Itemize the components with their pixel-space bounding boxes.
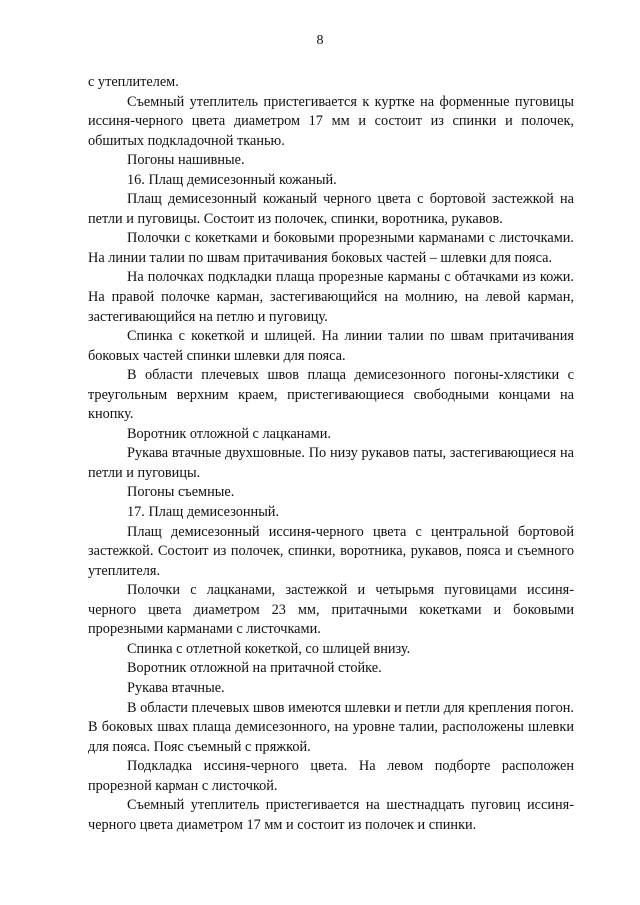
paragraph: Воротник отложной с лацканами. — [127, 425, 331, 442]
paragraph: Воротник отложной на притачной стойке. — [127, 660, 382, 677]
paragraph: В области плечевых швов плаща демисезонного погоны-хлястики с треугольным верхним краем, пристегивающиеся свободными концами на кнопку. — [88, 367, 574, 423]
paragraph: 17. Плащ демисезонный. — [127, 504, 280, 521]
paragraph: Плащ демисезонный иссиня-черного цвета с центральной бортовой застежкой. Состоит из полочек, спинки, воротника, рукавов, пояса и съемного утеплителя. — [88, 523, 574, 579]
paragraph: Погоны съемные. — [127, 484, 235, 501]
paragraph: Полочки с лацканами, застежкой и четырьмя пуговицами иссиня-черного цвета диаметром 23 мм, притачными кокетками и боковыми прорезными карманами с листочками. — [88, 582, 574, 638]
paragraph: В области плечевых швов имеются шлевки и петли для крепления погон. В боковых швах плаща демисезонного, на уровне талии, расположены шлевки для пояса. Пояс съемный с пряжкой. — [88, 699, 574, 755]
paragraph: Полочки с кокетками и боковыми прорезными карманами с листочками. На линии талии по швам притачивания боковых частей – шлевки для пояса. — [88, 230, 574, 266]
paragraph: Рукава втачные. — [127, 679, 225, 696]
paragraph: Спинка с кокеткой и шлицей. На линии талии по швам притачивания боковых частей спинки шлевки для пояса. — [88, 328, 574, 364]
paragraph: Погоны нашивные. — [127, 152, 245, 169]
document-body — [88, 73, 574, 835]
paragraph: Подкладка иссиня-черного цвета. На левом подборте расположен прорезной карман с листочкой. — [88, 758, 574, 794]
paragraph: Съемный утеплитель пристегивается на шестнадцать пуговиц иссиня-черного цвета диаметром 17 мм и состоит из полочек и спинки. — [88, 797, 574, 833]
paragraph: с утеплителем. — [88, 74, 179, 90]
paragraph: Рукава втачные двухшовные. По низу рукавов паты, застегивающиеся на петли и пуговицы. — [88, 445, 574, 481]
paragraph: Плащ демисезонный кожаный черного цвета с бортовой застежкой на петли и пуговицы. Состоит из полочек, спинки, воротника, рукавов. — [88, 191, 574, 227]
paragraph: Спинка с отлетной кокеткой, со шлицей внизу. — [127, 640, 411, 657]
paragraph: Съемный утеплитель пристегивается к куртке на форменные пуговицы иссиня-черного цвета диаметром 17 мм и состоит из спинки и полочек, обшитых подкладочной тканью. — [88, 93, 574, 149]
paragraph: 16. Плащ демисезонный кожаный. — [127, 171, 337, 188]
paragraph: На полочках подкладки плаща прорезные карманы с обтачками из кожи. На правой полочке карман, застегивающийся на молнию, на левой карман, застегивающийся на петлю и пуговицу. — [88, 269, 574, 325]
page-number: 8 — [316, 33, 324, 48]
